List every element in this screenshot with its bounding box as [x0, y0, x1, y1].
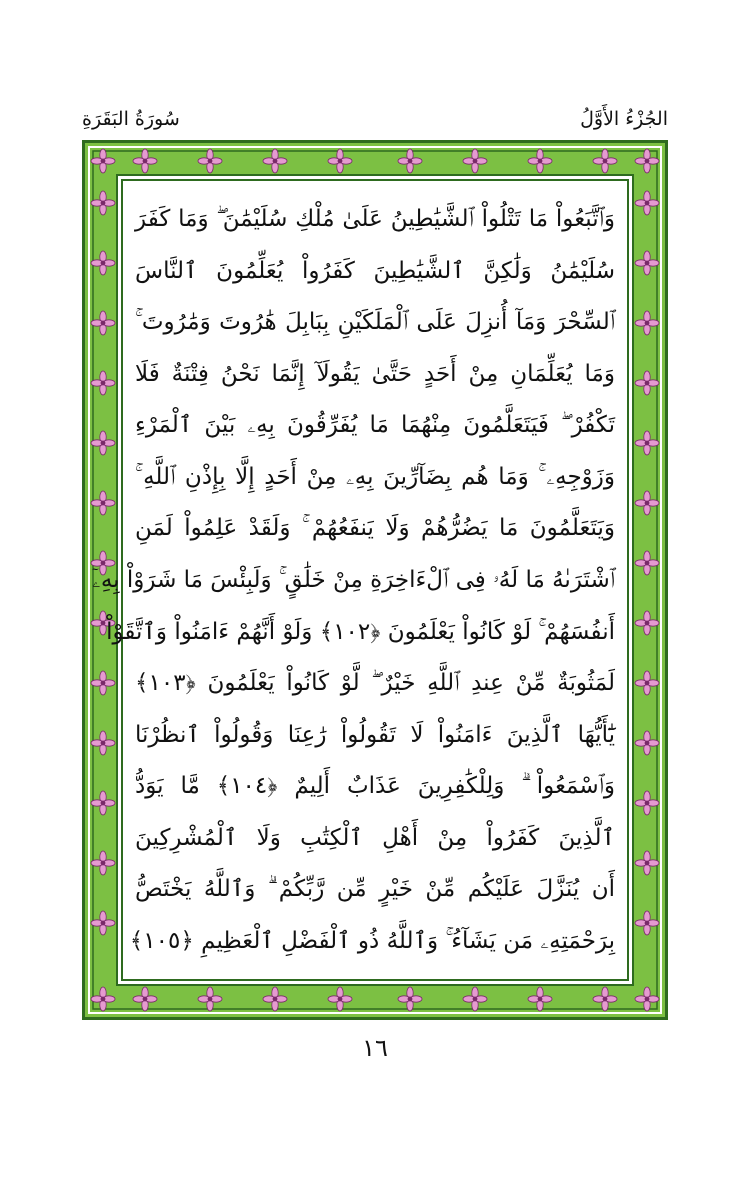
- verse-line: سُلَيْمَٰنُ وَلَٰكِنَّ ٱلشَّيَٰطِينَ كَفَرُواْ يُعَلِّمُونَ ٱلنَّاسَ: [135, 257, 615, 284]
- ornamental-border: [82, 140, 668, 1020]
- verse-line: وَيَتَعَلَّمُونَ مَا يَضُرُّهُمْ وَلَا يَنفَعُهُمْ ۚ وَلَقَدْ عَلِمُواْ لَمَنِ: [135, 515, 615, 542]
- verse-line: أَن يُنَزَّلَ عَلَيْكُم مِّنْ خَيْرٍ مِّن رَّبِّكُمْ ۗ وَٱللَّهُ يَخْتَصُّ: [135, 876, 615, 903]
- verse-line: بِرَحْمَتِهِۦ مَن يَشَآءُ ۚ وَٱللَّهُ ذُو ٱلْفَضْلِ ٱلْعَظِيمِ ﴿١٠٥﴾: [129, 927, 615, 954]
- verse-line: ٱلَّذِينَ كَفَرُواْ مِنْ أَهْلِ ٱلْكِتَٰبِ وَلَا ٱلْمُشْرِكِينَ: [135, 824, 615, 851]
- top-flowers: [133, 149, 617, 173]
- verse-line: تَكْفُرْ ۖ فَيَتَعَلَّمُونَ مِنْهُمَا مَا يُفَرِّقُونَ بِهِۦ بَيْنَ ٱلْمَرْءِ: [135, 412, 615, 439]
- verse-lines: [92, 195, 616, 965]
- verse-line: أَنفُسَهُمْ ۚ لَوْ كَانُواْ يَعْلَمُونَ ﴿١٠٢﴾ وَلَوْ أَنَّهُمْ ءَامَنُواْ وَٱتَّقَوْاْ: [106, 618, 615, 645]
- text-panel: [92, 179, 629, 981]
- juz-title: الجُزْءُ الأَوَّلُ: [580, 108, 668, 130]
- verse-line: لَمَثُوبَةٌ مِّنْ عِندِ ٱللَّهِ خَيْرٌ ۖ لَّوْ كَانُواْ يَعْلَمُونَ ﴿١٠٣﴾: [135, 670, 615, 697]
- verse-line: ٱلسِّحْرَ وَمَآ أُنزِلَ عَلَى ٱلْمَلَكَيْنِ بِبَابِلَ هَٰرُوتَ وَمَٰرُوتَ ۚ: [135, 309, 615, 336]
- bottom-flowers: [133, 987, 617, 1011]
- surah-title: سُورَةُ البَقَرَةِ: [82, 108, 180, 130]
- right-flowers: [635, 191, 659, 935]
- page-header: [82, 108, 668, 142]
- verse-line: ٱشْتَرَىٰهُ مَا لَهُۥ فِى ٱلْءَاخِرَةِ مِنْ خَلَٰقٍ ۚ وَلَبِئْسَ مَا شَرَوْاْ بِهِۦٓ: [92, 566, 615, 593]
- verse-line: وَٱسْمَعُواْ ۗ وَلِلْكَٰفِرِينَ عَذَابٌ أَلِيمٌ ﴿١٠٤﴾ مَّا يَوَدُّ: [135, 773, 616, 800]
- page-number: ١٦: [362, 1034, 388, 1062]
- verse-line: وَمَا يُعَلِّمَانِ مِنْ أَحَدٍ حَتَّىٰ يَقُولَآ إِنَّمَا نَحْنُ فِتْنَةٌ فَلَا: [135, 360, 615, 387]
- verse-line: وَزَوْجِهِۦ ۚ وَمَا هُم بِضَآرِّينَ بِهِۦ مِنْ أَحَدٍ إِلَّا بِإِذْنِ ٱللَّهِ ۚ: [135, 463, 615, 490]
- verse-line: وَٱتَّبَعُواْ مَا تَتْلُواْ ٱلشَّيَٰطِينُ عَلَىٰ مُلْكِ سُلَيْمَٰنَ ۖ وَمَا كَفَرَ: [135, 206, 615, 232]
- verse-line: يَٰٓأَيُّهَا ٱلَّذِينَ ءَامَنُواْ لَا تَقُولُواْ رَٰعِنَا وَقُولُواْ ٱنظُرْنَا: [135, 721, 615, 748]
